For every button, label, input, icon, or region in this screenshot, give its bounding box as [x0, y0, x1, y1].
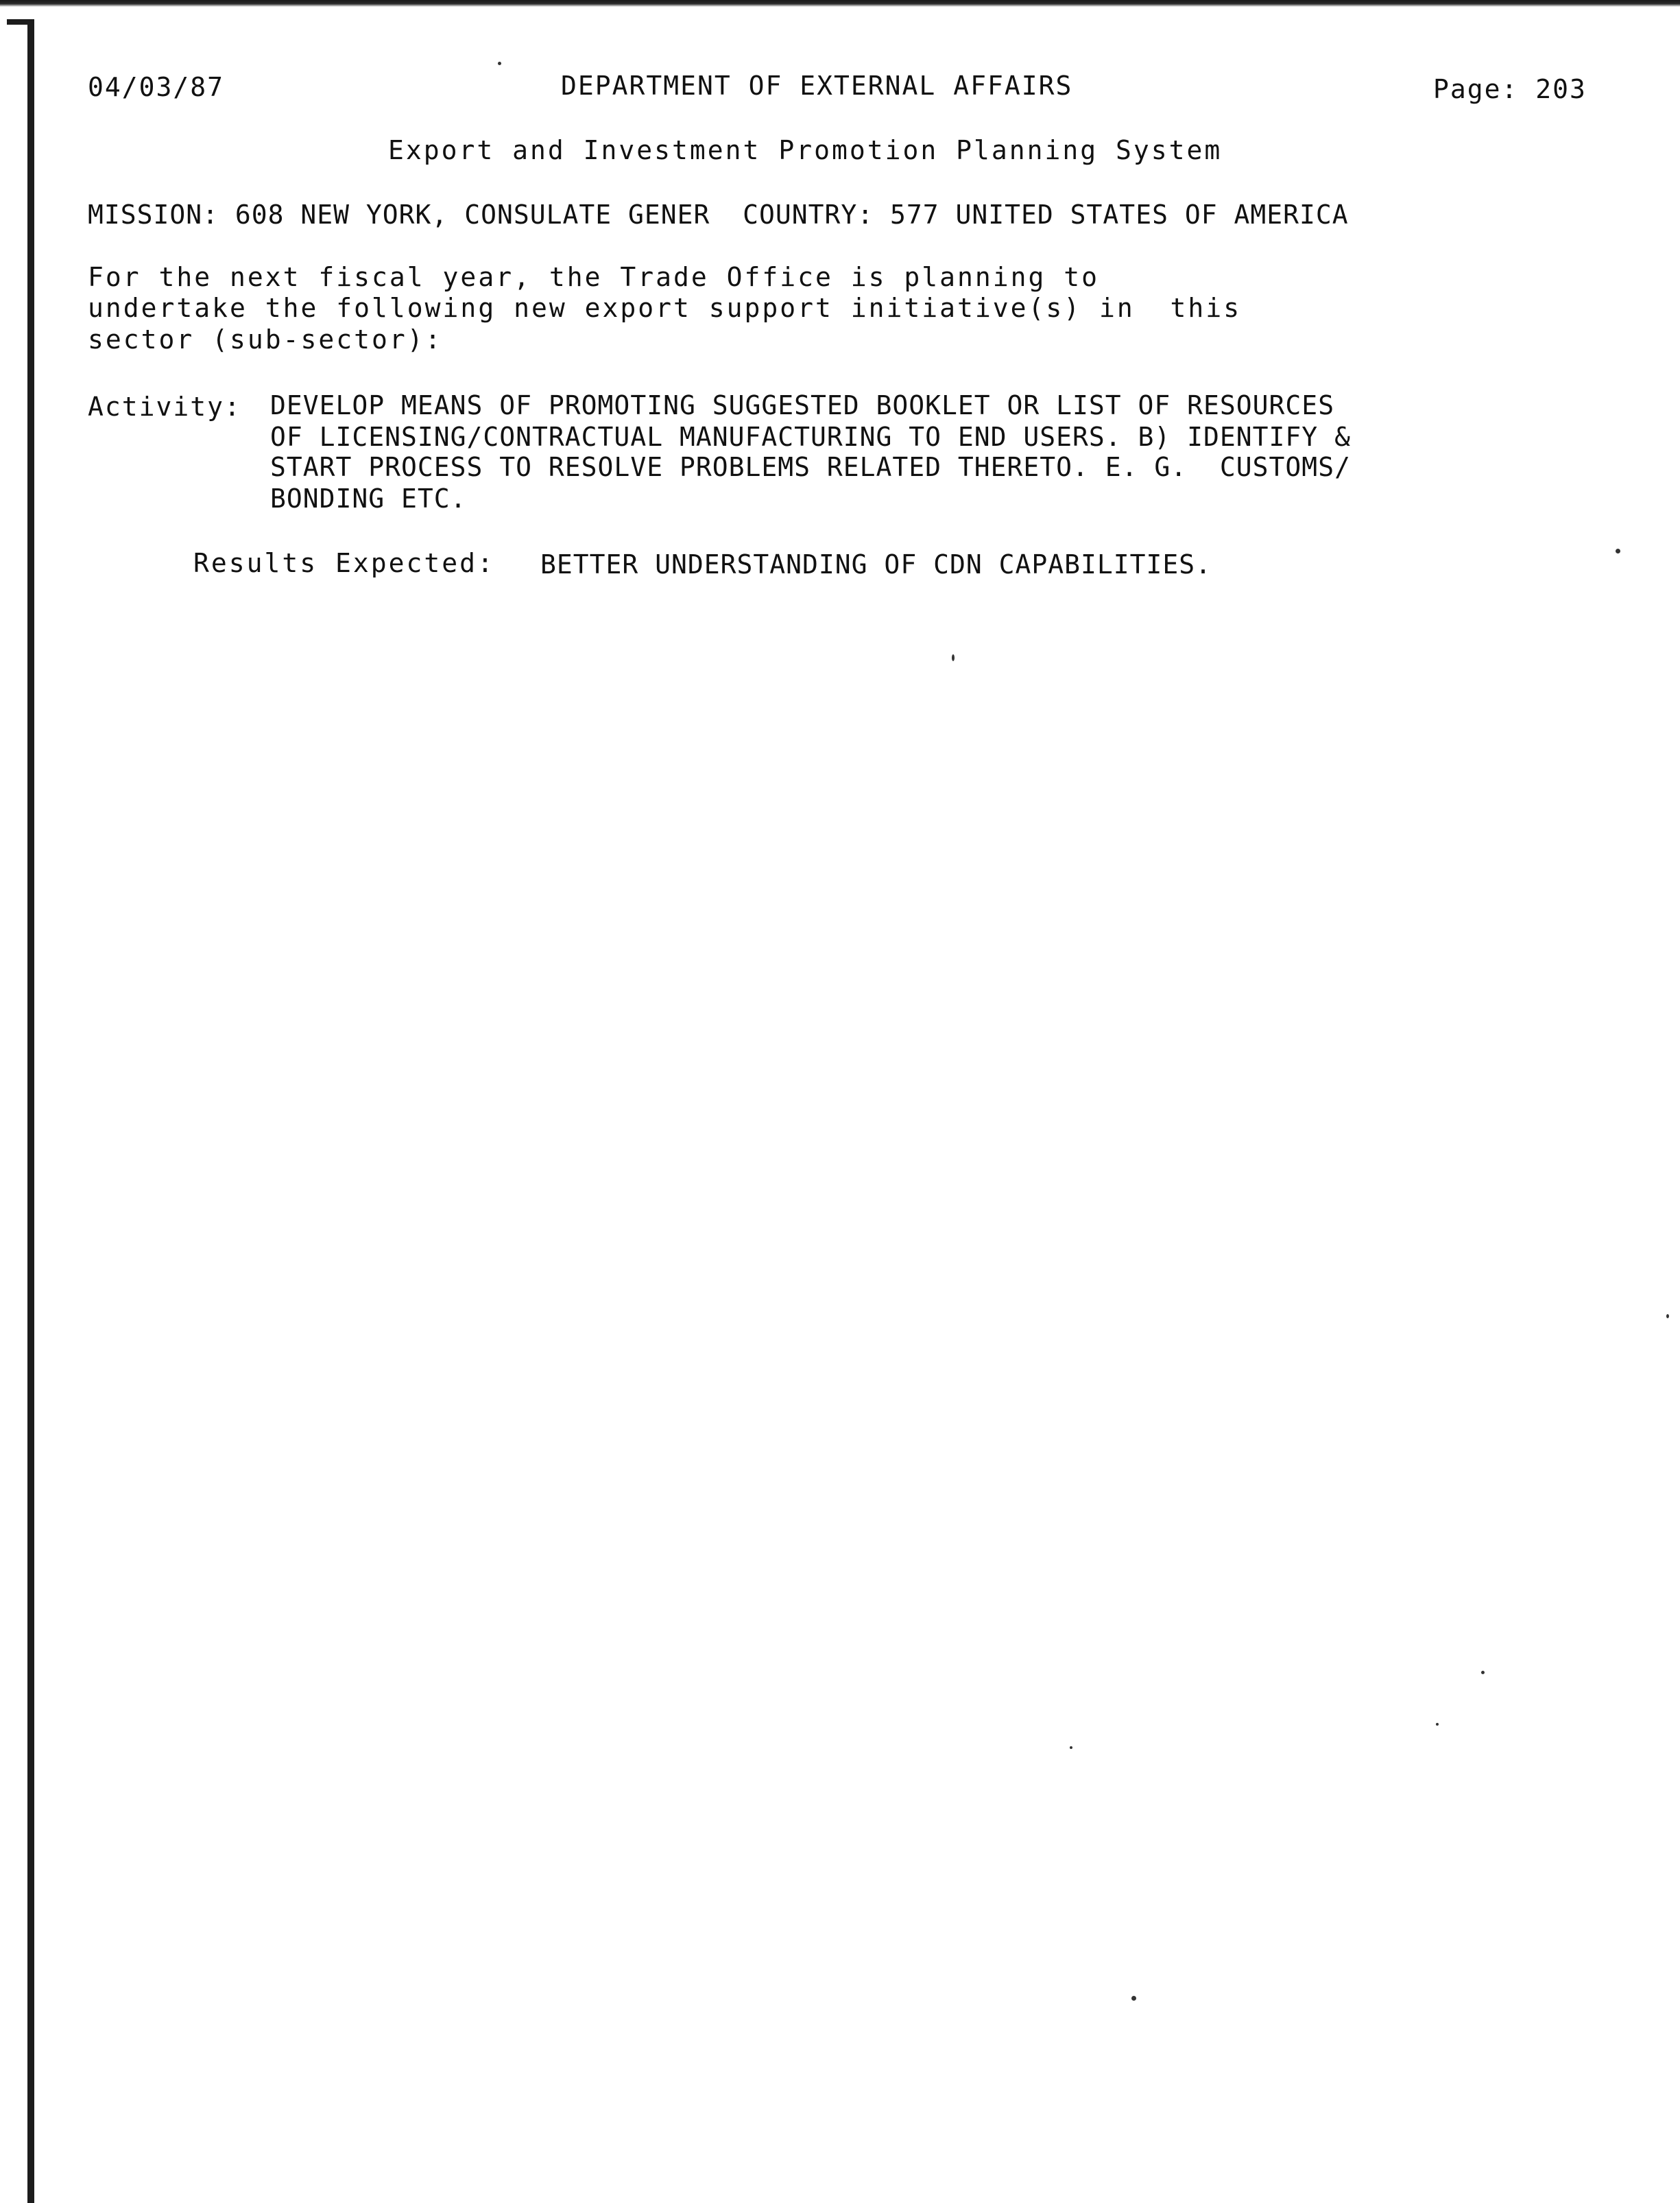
report-date: 04/03/87 [88, 72, 225, 102]
activity-line: OF LICENSING/CONTRACTUAL MANUFACTURING TO END USERS. B) IDENTIFY & [270, 422, 1351, 452]
intro-line: sector (sub-sector): [88, 324, 443, 355]
scan-speck [1070, 1746, 1072, 1749]
results-label: Results Expected: [193, 548, 495, 578]
scan-speck [1666, 1314, 1669, 1318]
activity-line: START PROCESS TO RESOLVE PROBLEMS RELATED THERETO. E. G. CUSTOMS/ [270, 452, 1351, 482]
activity-line: BONDING ETC. [270, 484, 467, 514]
activity-label: Activity: [88, 392, 241, 422]
results-value: BETTER UNDERSTANDING OF CDN CAPABILITIES. [540, 549, 1212, 580]
scan-speck [1481, 1671, 1485, 1674]
scan-speck [498, 62, 501, 65]
activity-line: DEVELOP MEANS OF PROMOTING SUGGESTED BOOKLET OR LIST OF RESOURCES [270, 390, 1335, 420]
system-title: Export and Investment Promotion Planning System [388, 135, 1223, 165]
scan-speck [952, 654, 955, 661]
scan-edge-top [0, 0, 1680, 7]
department-title: DEPARTMENT OF EXTERNAL AFFAIRS [561, 71, 1073, 101]
mission-line: MISSION: 608 NEW YORK, CONSULATE GENER COUNTRY: 577 UNITED STATES OF AMERICA [88, 200, 1349, 230]
scan-edge-left [27, 21, 34, 2203]
intro-line: For the next fiscal year, the Trade Office is planning to [88, 262, 1100, 292]
intro-line: undertake the following new export support initiative(s) in this [88, 293, 1242, 323]
scan-speck [1436, 1723, 1439, 1726]
scan-speck [1131, 1996, 1136, 2001]
page-number: Page: 203 [1433, 74, 1587, 104]
scan-speck [1616, 549, 1620, 553]
